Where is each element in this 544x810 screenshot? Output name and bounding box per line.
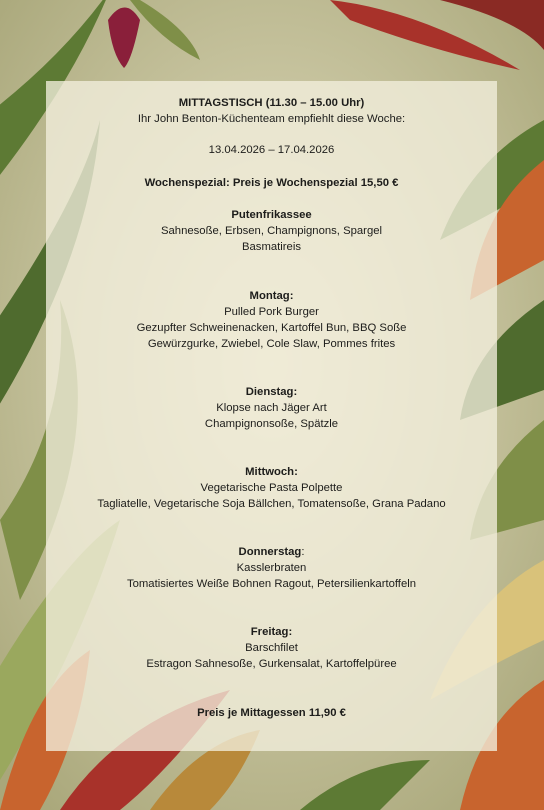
dish-tuesday: Klopse nach Jäger Art bbox=[216, 402, 327, 414]
description-tuesday: Champignonsoße, Spätzle bbox=[204, 418, 339, 430]
day-thursday-label: Donnerstag bbox=[238, 546, 302, 558]
description-friday: Estragon Sahnesoße, Gurkensalat, Kartoffelpüree bbox=[146, 658, 397, 670]
description-thursday: Tomatisiertes Weiße Bohnen Ragout, Petersilienkartoffeln bbox=[126, 578, 417, 590]
day-monday: Montag: bbox=[249, 290, 294, 302]
date-range: 13.04.2026 – 17.04.2026 bbox=[208, 144, 335, 156]
menu-subtitle: Ihr John Benton-Küchenteam empfiehlt diese Woche: bbox=[137, 113, 406, 125]
special-dish: Putenfrikassee bbox=[231, 209, 312, 221]
description-monday: Gezupfter Schweinenacken, Kartoffel Bun, BBQ Soße bbox=[136, 322, 407, 334]
day-thursday-colon: : bbox=[301, 546, 305, 558]
dish-thursday: Kasslerbraten bbox=[236, 562, 307, 574]
day-thursday bbox=[46, 544, 497, 561]
dish-wednesday: Vegetarische Pasta Polpette bbox=[200, 482, 343, 494]
description-wednesday: Tagliatelle, Vegetarische Soja Bällchen, Tomatensoße, Grana Padano bbox=[97, 498, 446, 510]
special-description: Sahnesoße, Erbsen, Champignons, Spargel bbox=[160, 225, 383, 237]
special-heading: Wochenspezial: Preis je Wochenspezial 15,50 € bbox=[144, 177, 399, 189]
day-tuesday: Dienstag: bbox=[245, 386, 298, 398]
menu-panel bbox=[46, 81, 497, 751]
day-friday: Freitag: bbox=[250, 626, 293, 638]
sides-monday: Gewürzgurke, Zwiebel, Cole Slaw, Pommes frites bbox=[147, 338, 396, 350]
dish-monday: Pulled Pork Burger bbox=[224, 306, 319, 318]
menu-title: MITTAGSTISCH (11.30 – 15.00 Uhr) bbox=[178, 97, 365, 109]
price-note: Preis je Mittagessen 11,90 € bbox=[197, 707, 346, 719]
day-wednesday: Mittwoch: bbox=[245, 466, 298, 478]
dish-friday: Barschfilet bbox=[245, 642, 298, 654]
special-side: Basmatireis bbox=[241, 241, 301, 253]
